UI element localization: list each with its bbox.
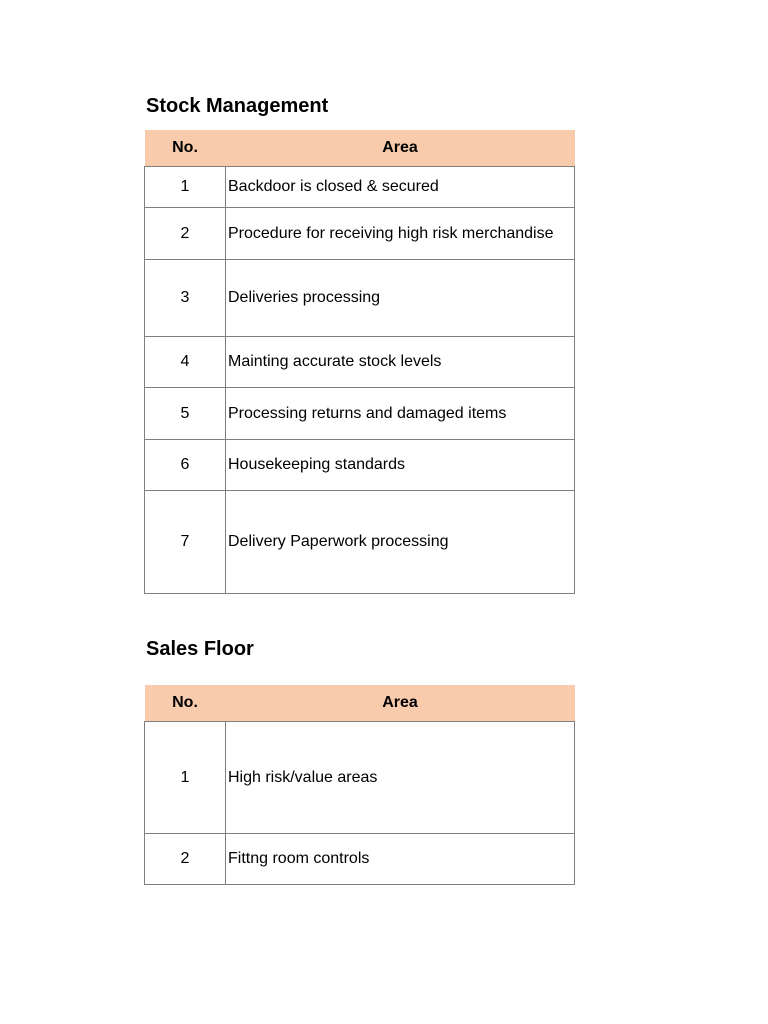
row-number: 2 <box>145 208 226 260</box>
table-header-row <box>145 685 575 722</box>
table-row <box>145 260 575 337</box>
row-area: Deliveries processing <box>226 260 575 337</box>
table-row <box>145 440 575 491</box>
table-row <box>145 722 575 834</box>
table-row <box>145 208 575 260</box>
section-title-stock-management: Stock Management <box>146 95 329 117</box>
table-row <box>145 388 575 440</box>
row-area: Backdoor is closed & secured <box>226 167 575 208</box>
table-header-row <box>145 130 575 167</box>
table-row <box>145 834 575 885</box>
row-number: 6 <box>145 440 226 491</box>
table-row <box>145 491 575 594</box>
row-number: 2 <box>145 834 226 885</box>
column-header-no: No. <box>145 685 226 722</box>
row-area: Mainting accurate stock levels <box>226 337 575 388</box>
row-area: Delivery Paperwork processing <box>226 491 575 594</box>
column-header-no: No. <box>145 130 226 167</box>
row-number: 1 <box>145 167 226 208</box>
row-number: 7 <box>145 491 226 594</box>
row-number: 1 <box>145 722 226 834</box>
column-header-area: Area <box>226 685 575 722</box>
stock-management-table <box>144 130 575 594</box>
table-row <box>145 337 575 388</box>
row-number: 3 <box>145 260 226 337</box>
row-area: Procedure for receiving high risk merchandise <box>226 208 575 260</box>
row-area: Housekeeping standards <box>226 440 575 491</box>
row-area: Fittng room controls <box>226 834 575 885</box>
row-area: High risk/value areas <box>226 722 575 834</box>
section-title-sales-floor: Sales Floor <box>146 638 254 660</box>
row-number: 4 <box>145 337 226 388</box>
column-header-area: Area <box>226 130 575 167</box>
table-row <box>145 167 575 208</box>
row-number: 5 <box>145 388 226 440</box>
row-area: Processing returns and damaged items <box>226 388 575 440</box>
sales-floor-table <box>144 685 575 885</box>
